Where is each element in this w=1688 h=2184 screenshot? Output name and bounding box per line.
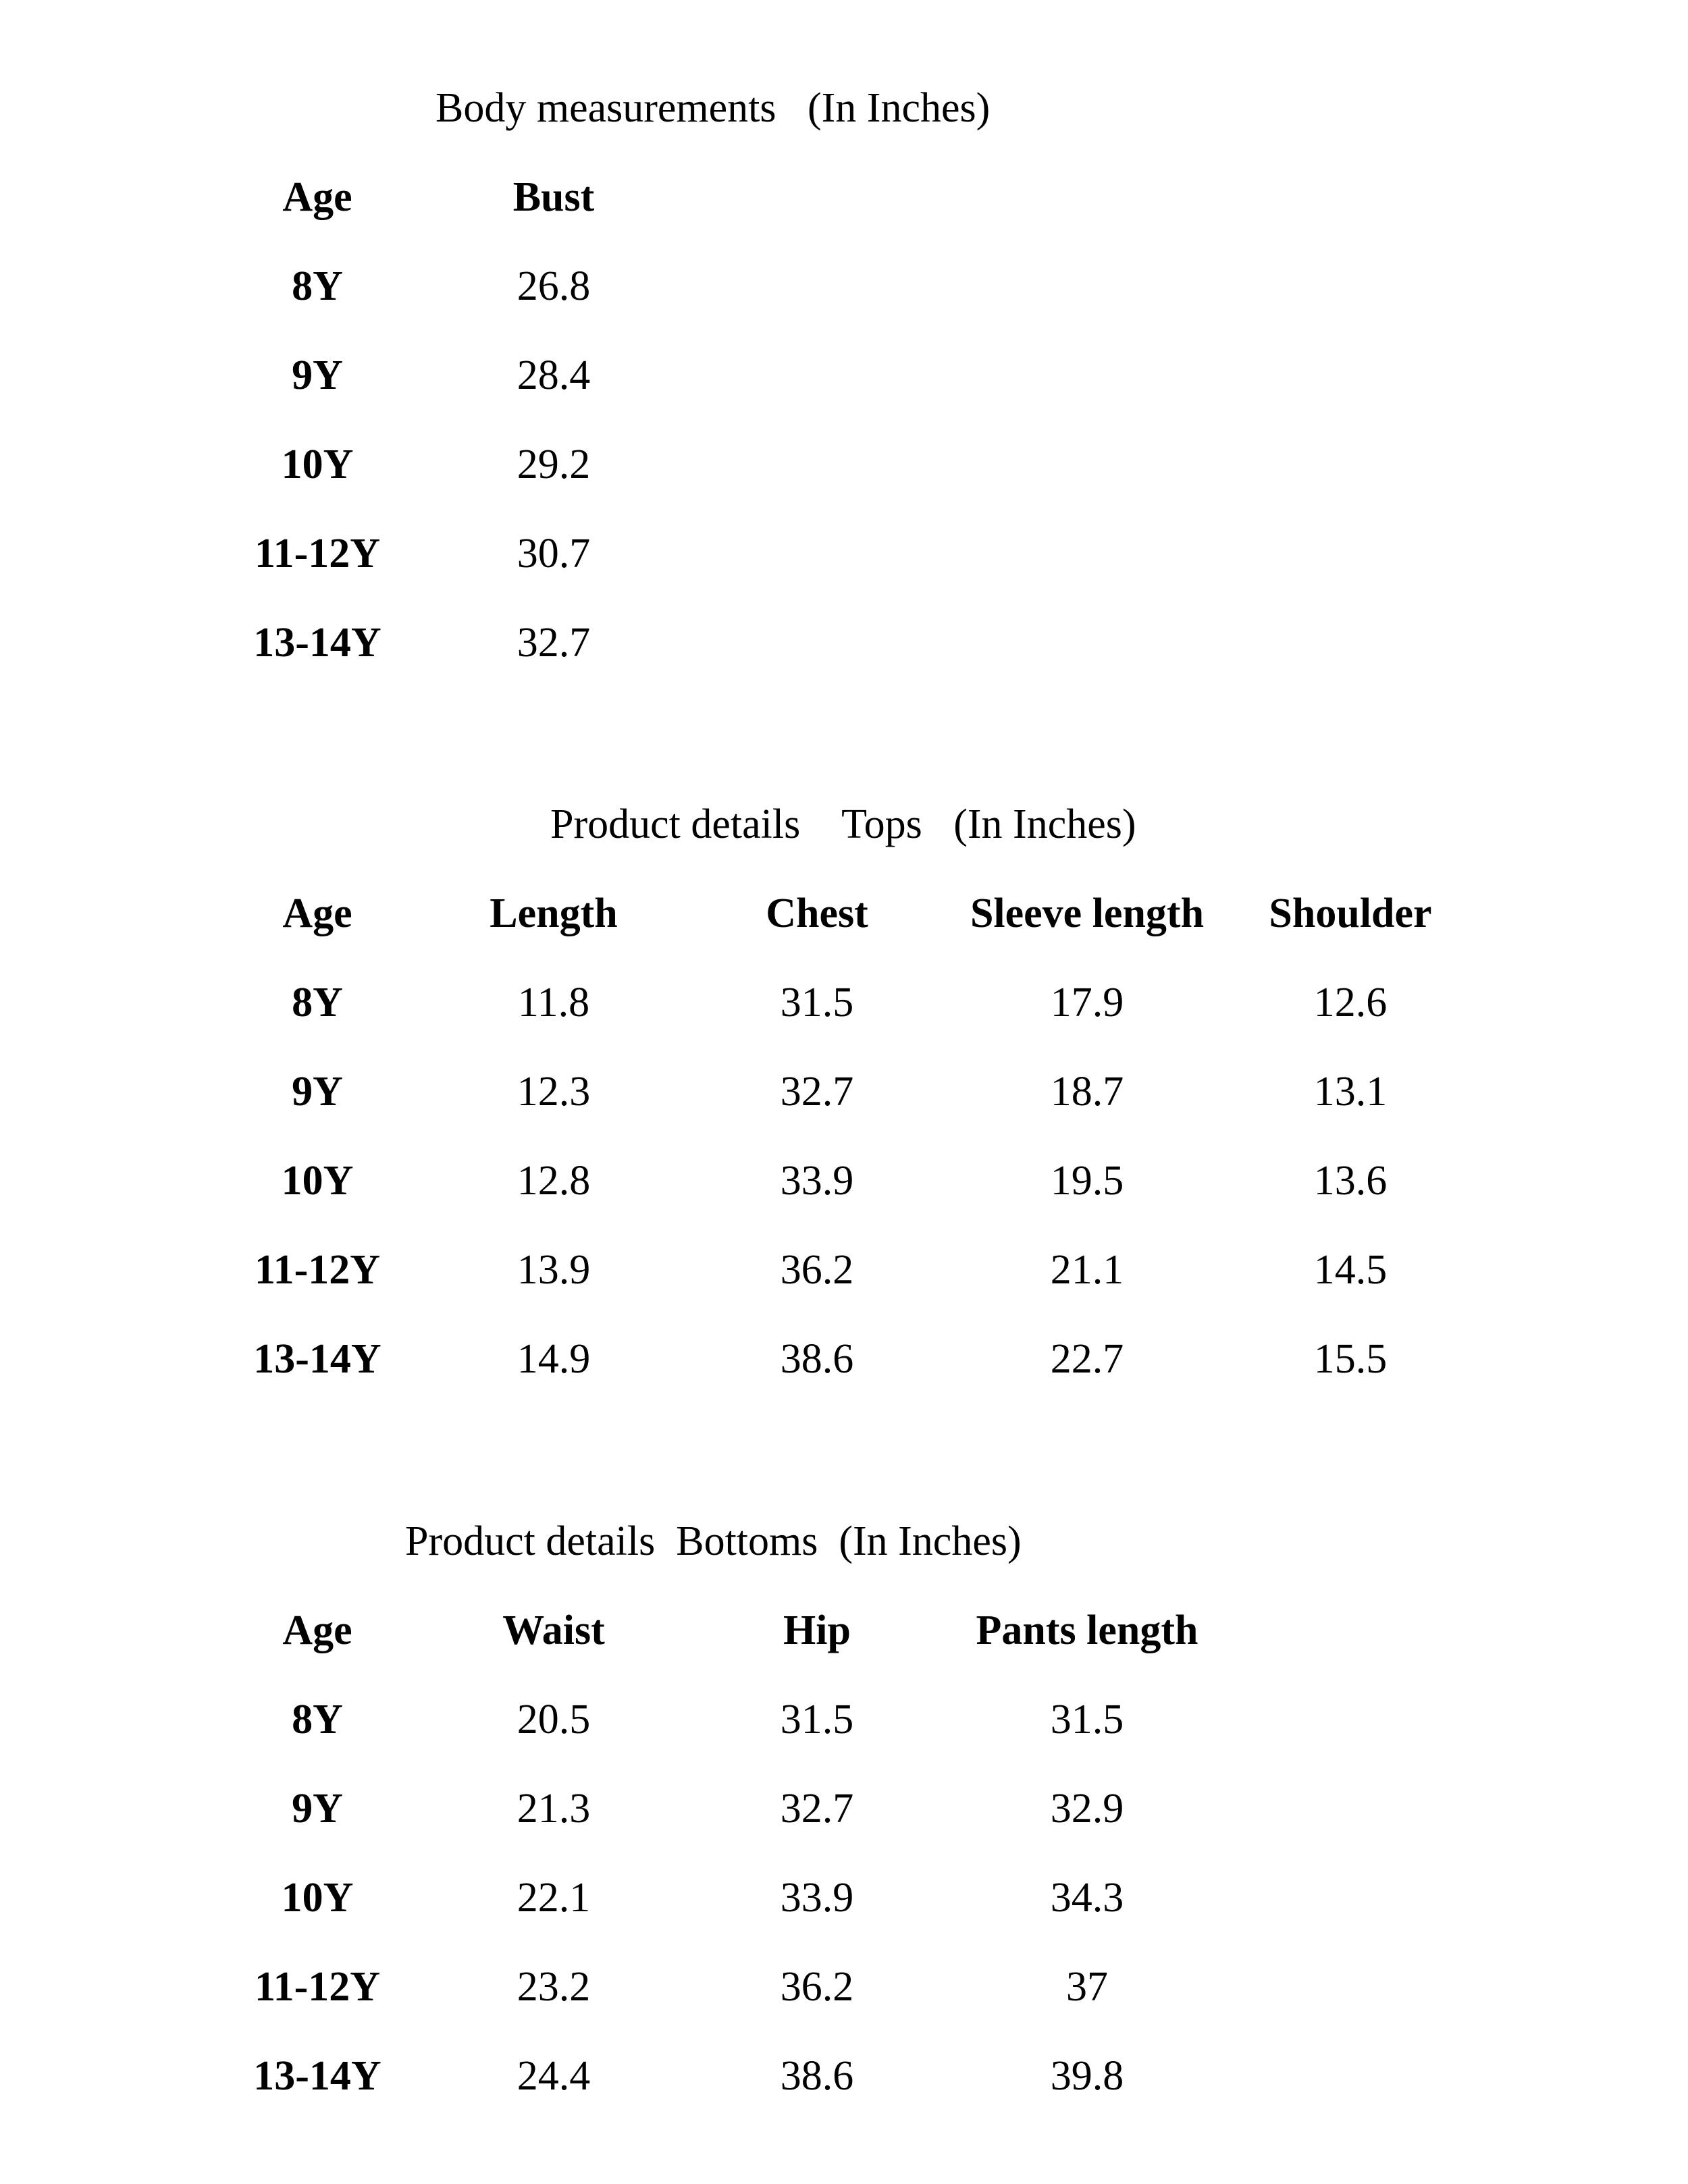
age-cell: 8Y: [292, 980, 343, 1026]
pants-length-cell: 37: [1066, 1964, 1108, 2010]
bottoms-title: Product details Bottoms (In Inches): [405, 1518, 1022, 1564]
table-row: [0, 344, 1688, 406]
column-header-age: Age: [282, 174, 352, 220]
age-cell: 11-12Y: [255, 1247, 380, 1293]
table-header-row: [0, 1599, 1688, 1661]
age-cell: 13-14Y: [253, 2053, 381, 2099]
pants-length-cell: 31.5: [1050, 1697, 1124, 1742]
age-cell: 8Y: [292, 263, 343, 309]
column-header-shoulder: Shoulder: [1269, 890, 1432, 936]
table-row: [0, 433, 1688, 496]
table-row: [0, 1239, 1688, 1301]
table-row: [0, 1328, 1688, 1390]
bust-cell: 28.4: [517, 352, 591, 398]
shoulder-cell: 14.5: [1313, 1247, 1388, 1293]
waist-cell: 21.3: [517, 1786, 591, 1832]
length-cell: 12.3: [517, 1069, 591, 1115]
sleeve-length-cell: 18.7: [1050, 1069, 1124, 1115]
chest-cell: 33.9: [780, 1158, 854, 1204]
body-measurements-title: Body measurements (In Inches): [436, 85, 991, 131]
column-header-waist: Waist: [502, 1607, 605, 1653]
column-header-age: Age: [282, 1607, 352, 1653]
length-cell: 14.9: [517, 1336, 591, 1382]
column-header-age: Age: [282, 890, 352, 936]
age-cell: 13-14Y: [253, 620, 381, 666]
bust-cell: 32.7: [517, 620, 591, 666]
sleeve-length-cell: 22.7: [1050, 1336, 1124, 1382]
waist-cell: 22.1: [517, 1875, 591, 1921]
column-header-bust: Bust: [512, 174, 595, 220]
table-row: [0, 255, 1688, 317]
age-cell: 11-12Y: [255, 531, 380, 577]
table-row: [0, 612, 1688, 674]
table-row: [0, 2045, 1688, 2107]
pants-length-cell: 39.8: [1050, 2053, 1124, 2099]
waist-cell: 24.4: [517, 2053, 591, 2099]
age-cell: 9Y: [292, 1069, 343, 1115]
table-row: [0, 1956, 1688, 2018]
chest-cell: 31.5: [780, 980, 854, 1026]
age-cell: 10Y: [281, 442, 354, 487]
column-header-chest: Chest: [766, 890, 868, 936]
bust-cell: 30.7: [517, 531, 591, 577]
hip-cell: 33.9: [780, 1875, 854, 1921]
sleeve-length-cell: 17.9: [1050, 980, 1124, 1026]
shoulder-cell: 15.5: [1313, 1336, 1388, 1382]
length-cell: 11.8: [517, 980, 590, 1026]
column-header-sleeve-length: Sleeve length: [970, 890, 1205, 936]
length-cell: 12.8: [517, 1158, 591, 1204]
table-row: [0, 523, 1688, 585]
waist-cell: 23.2: [517, 1964, 591, 2010]
shoulder-cell: 13.1: [1313, 1069, 1388, 1115]
chest-cell: 32.7: [780, 1069, 854, 1115]
age-cell: 11-12Y: [255, 1964, 380, 2010]
hip-cell: 38.6: [780, 2053, 854, 2099]
length-cell: 13.9: [517, 1247, 591, 1293]
table-row: [0, 1061, 1688, 1123]
bust-cell: 29.2: [517, 442, 591, 487]
age-cell: 13-14Y: [253, 1336, 381, 1382]
table-header-row: [0, 882, 1688, 944]
age-cell: 9Y: [292, 1786, 343, 1832]
age-cell: 10Y: [281, 1875, 354, 1921]
table-row: [0, 1867, 1688, 1929]
table-row: [0, 971, 1688, 1034]
table-row: [0, 1150, 1688, 1212]
bust-cell: 26.8: [517, 263, 591, 309]
hip-cell: 32.7: [780, 1786, 854, 1832]
sleeve-length-cell: 19.5: [1050, 1158, 1124, 1204]
hip-cell: 31.5: [780, 1697, 854, 1742]
chest-cell: 36.2: [780, 1247, 854, 1293]
age-cell: 9Y: [292, 352, 343, 398]
age-cell: 10Y: [281, 1158, 354, 1204]
table-row: [0, 1778, 1688, 1840]
chest-cell: 38.6: [780, 1336, 854, 1382]
table-header-row: [0, 166, 1688, 228]
age-cell: 8Y: [292, 1697, 343, 1742]
shoulder-cell: 13.6: [1313, 1158, 1388, 1204]
column-header-hip: Hip: [783, 1607, 851, 1653]
hip-cell: 36.2: [780, 1964, 854, 2010]
waist-cell: 20.5: [517, 1697, 591, 1742]
tops-title: Product details Tops (In Inches): [550, 801, 1136, 847]
column-header-pants-length: Pants length: [976, 1607, 1198, 1653]
pants-length-cell: 34.3: [1050, 1875, 1124, 1921]
shoulder-cell: 12.6: [1313, 980, 1388, 1026]
table-row: [0, 1688, 1688, 1751]
pants-length-cell: 32.9: [1050, 1786, 1124, 1832]
sleeve-length-cell: 21.1: [1050, 1247, 1124, 1293]
column-header-length: Length: [490, 890, 618, 936]
